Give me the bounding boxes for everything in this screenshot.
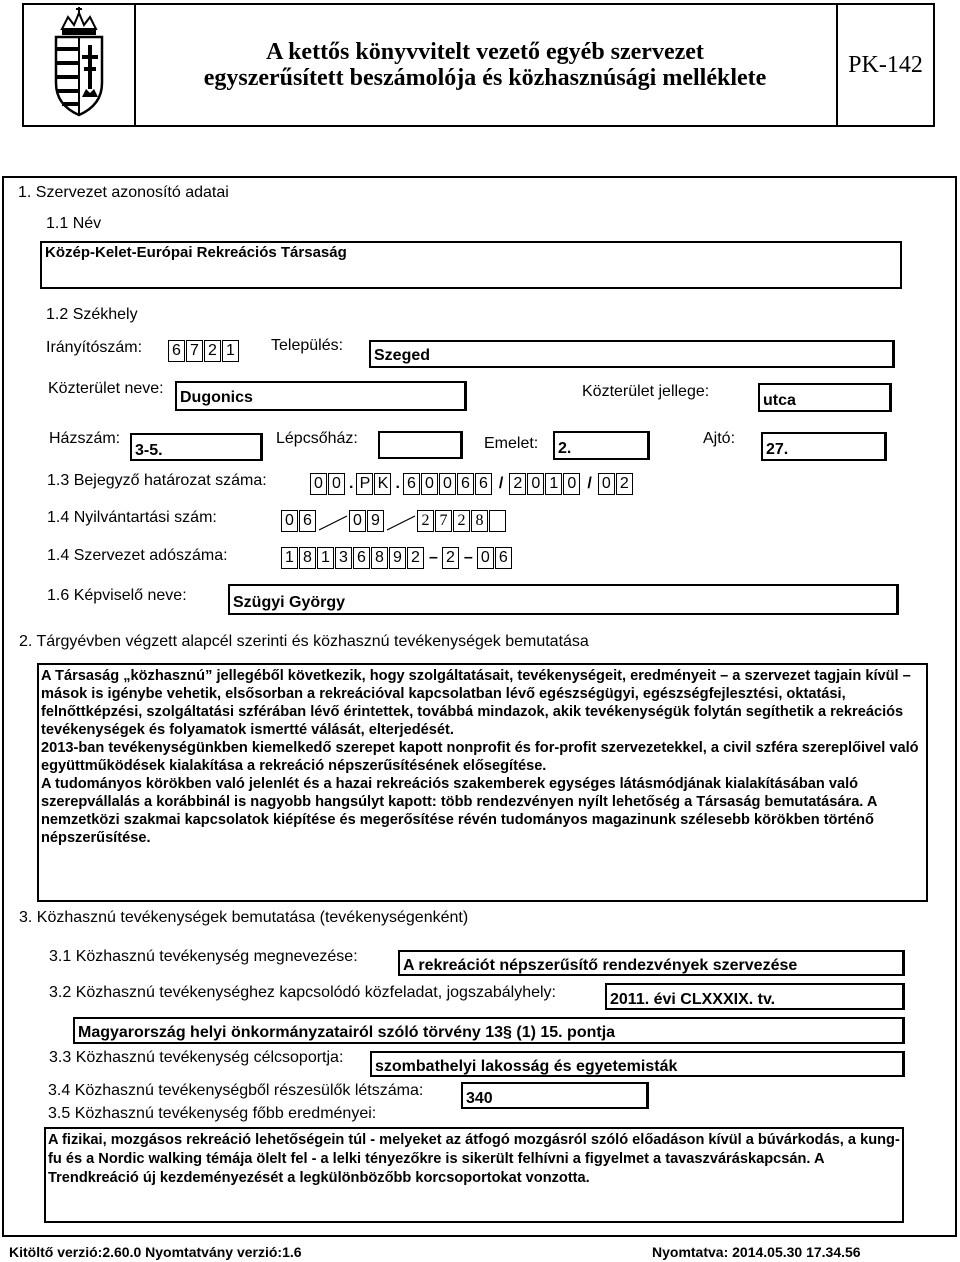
participants-field[interactable]	[461, 1082, 649, 1109]
form-title-line2: egyszerűsített beszámolója és közhasznúsági melléklete	[203, 65, 767, 91]
zip-label: Irányítószám:	[46, 339, 143, 356]
public-task-label: 3.2 Közhasznú tevékenységhez kapcsolódó közfeladat, jogszabályhely:	[49, 984, 556, 1001]
section1-title: 1. Szervezet azonosító adatai	[18, 184, 229, 201]
registry-char: 2	[417, 510, 434, 532]
stairwell-label: Lépcsőház:	[276, 430, 358, 447]
coat-of-arms-logo	[24, 5, 136, 125]
registry-char: 7	[435, 510, 452, 532]
decision-char: 6	[457, 473, 474, 495]
results-label: 3.5 Közhasznú tevékenység főbb eredményei:	[48, 1105, 377, 1122]
zip-cells[interactable]	[168, 340, 240, 362]
section2-title: 2. Tárgyévben végzett alapcél szerinti és közhasznú tevékenységek bemutatása	[19, 633, 589, 650]
form-title-line1: A kettős könyvvitelt vezető egyéb szervezet	[266, 39, 704, 65]
public-task-field[interactable]	[605, 983, 905, 1010]
decision-char: 0	[439, 473, 456, 495]
tax-number-label: 1.4 Szervezet adószáma:	[47, 547, 228, 564]
name-value: Közép-Kelet-Európai Rekreációs Társaság	[45, 244, 347, 261]
registry-char: 9	[367, 510, 384, 532]
slash-separator-icon	[317, 510, 349, 532]
decision-char: 2	[616, 473, 633, 495]
coat-of-arms-icon	[24, 5, 134, 125]
decision-separator: /	[498, 475, 504, 492]
door-label: Ajtó:	[703, 430, 736, 447]
form-title	[134, 5, 838, 125]
results-field[interactable]	[44, 1127, 904, 1223]
decision-char: 0	[328, 473, 345, 495]
tax-char: 8	[371, 547, 388, 569]
city-label: Település:	[271, 337, 344, 354]
tax-separator: –	[463, 549, 473, 566]
decision-char: 6	[475, 473, 492, 495]
participants-label: 3.4 Közhasznú tevékenységből részesülők létszáma:	[48, 1082, 424, 1099]
decision-char: 2	[509, 473, 526, 495]
activity-name-field[interactable]	[398, 950, 905, 976]
tax-char: 3	[335, 547, 352, 569]
footer-version: Kitöltő verzió:2.60.0 Nyomtatvány verzió:1.6	[9, 1244, 302, 1260]
name-field[interactable]	[40, 241, 902, 289]
registry-char: 2	[453, 510, 470, 532]
target-group-label: 3.3 Közhasznú tevékenység célcsoportja:	[49, 1049, 344, 1066]
target-group-field[interactable]	[370, 1051, 905, 1077]
house-number-value: 3-5.	[135, 442, 163, 459]
activities-description-field[interactable]	[37, 663, 928, 902]
form-header	[22, 3, 935, 127]
street-type-value: utca	[763, 392, 796, 409]
decision-char: K	[374, 473, 391, 495]
representative-value: Szügyi György	[233, 594, 346, 611]
registry-number-label: 1.4 Nyilvántartási szám:	[47, 509, 217, 526]
registry-char: 8	[471, 510, 488, 532]
street-label: Közterület neve:	[48, 380, 164, 397]
tax-char: 0	[477, 547, 494, 569]
activity-name-value: A rekreációt népszerűsítő rendezvények szervezése	[403, 957, 798, 974]
decision-char: 6	[403, 473, 420, 495]
law-reference-value: Magyarország helyi önkormányzatairól szóló törvény 13§ (1) 15. pontja	[78, 1024, 616, 1041]
activity-name-label: 3.1 Közhasznú tevékenység megnevezése:	[49, 948, 358, 965]
registration-decision-label: 1.3 Bejegyző határozat száma:	[47, 472, 267, 489]
decision-separator: /	[587, 475, 592, 492]
tax-separator: –	[429, 549, 438, 566]
decision-char: P	[356, 473, 373, 495]
form-code: PK-142	[848, 51, 923, 78]
representative-label: 1.6 Képviselő neve:	[47, 587, 187, 604]
tax-char: 2	[407, 547, 424, 569]
representative-field[interactable]	[228, 584, 899, 615]
registry-char: 0	[281, 510, 298, 532]
floor-value: 2.	[558, 440, 572, 457]
participants-value: 340	[466, 1090, 493, 1107]
decision-char: 0	[563, 473, 580, 495]
floor-field[interactable]	[553, 431, 650, 460]
tax-char: 1	[281, 547, 298, 569]
zip-digit: 6	[168, 340, 185, 362]
registration-decision-cells[interactable]	[310, 473, 634, 495]
zip-digit: 2	[204, 340, 221, 362]
footer-printed: Nyomtatva: 2014.05.30 17.34.56	[652, 1244, 861, 1260]
tax-char: 6	[353, 547, 370, 569]
decision-char: 0	[310, 473, 327, 495]
public-task-value: 2011. évi CLXXXIX. tv.	[610, 991, 776, 1008]
target-group-value: szombathelyi lakosság és egyetemisták	[375, 1058, 678, 1075]
registry-char: 6	[299, 510, 316, 532]
street-field[interactable]	[175, 381, 467, 411]
city-value: Szeged	[374, 347, 431, 364]
tax-char: 9	[389, 547, 406, 569]
decision-char: 1	[545, 473, 562, 495]
street-value: Dugonics	[180, 389, 253, 406]
street-type-field[interactable]	[758, 383, 892, 412]
tax-char: 1	[317, 547, 334, 569]
house-number-label: Házszám:	[49, 430, 121, 447]
tax-char: 6	[495, 547, 512, 569]
section3-title: 3. Közhasznú tevékenységek bemutatása (tevékenységenként)	[19, 909, 469, 926]
zip-digit: 7	[186, 340, 203, 362]
results-text: A fizikai, mozgásos rekreáció lehetőségein túl - melyeket az átfogó mozgásról szóló előadáson kívül a búvárkodás, a kung-fu és a Nordic walking témája ölelt fel - a lelki tényezőkre is sikerült felhívni a figyelmet a tavaszváráskapcsán. A Trendkreáció új kezdeményezését a legkülönbözőbb korcsoportokat vonzotta.	[48, 1132, 900, 1186]
decision-separator: .	[349, 475, 354, 492]
floor-label: Emelet:	[484, 435, 539, 452]
door-value: 27.	[766, 441, 789, 458]
decision-separator: .	[395, 475, 400, 492]
law-reference-field[interactable]	[73, 1017, 905, 1044]
decision-char: 0	[527, 473, 544, 495]
activities-description-text: A Társaság „közhasznú” jellegéből következik, hogy szolgáltatásait, tevékenységeit, eredményeit – a szervezet tagjain kívül – mások is igénybe vehetik, elsősorban a rekreációval kapcsolatban lévő egészségügyi, egészségfejlesztési, oktatási, felnőttképzési, szolgáltatási szférában lévő érintettek, továbbá mindazok, akik tevékenységük folytán segíthetik a rekreációs tevékenységek és folyamatok ismertté válását, elterjedését. 2013-ban tevékenységünkben kiemelkedő szerepet kapott nonprofit és for-profit szervezetekkel, a civil szféra szereplőivel való együttműködések kialakítása a rekreáció népszerűsítésének elősegítése. A tudományos körökben való jelenlét és a hazai rekreációs szakemberek egységes látásmódjának kialakításában való szerepvállalás a korábbinál is nagyobb hangsúlyt kapott: több rendezvényen nyílt lehetőség a Társaság bemutatására. A nemzetközi szakmai kapcsolatok kiépítése és megerősítése révén tudományos magazinunk szélesebb körökben történő népszerűsítése.	[41, 668, 919, 846]
registry-number-cells[interactable]	[281, 510, 507, 532]
name-label: 1.1 Név	[46, 215, 102, 232]
stairwell-field[interactable]	[378, 431, 463, 459]
slash-separator-icon	[385, 510, 417, 532]
decision-char: 0	[598, 473, 615, 495]
tax-char: 8	[299, 547, 316, 569]
decision-char: 0	[421, 473, 438, 495]
registry-char	[489, 510, 506, 532]
zip-digit: 1	[222, 340, 239, 362]
street-type-label: Közterület jellege:	[582, 383, 710, 400]
seat-label: 1.2 Székhely	[46, 306, 138, 323]
tax-char: 2	[442, 547, 459, 569]
tax-number-cells[interactable]	[281, 547, 513, 569]
house-number-field[interactable]	[130, 433, 263, 461]
registry-char: 0	[349, 510, 366, 532]
door-field[interactable]	[761, 432, 887, 461]
city-field[interactable]	[369, 340, 895, 368]
